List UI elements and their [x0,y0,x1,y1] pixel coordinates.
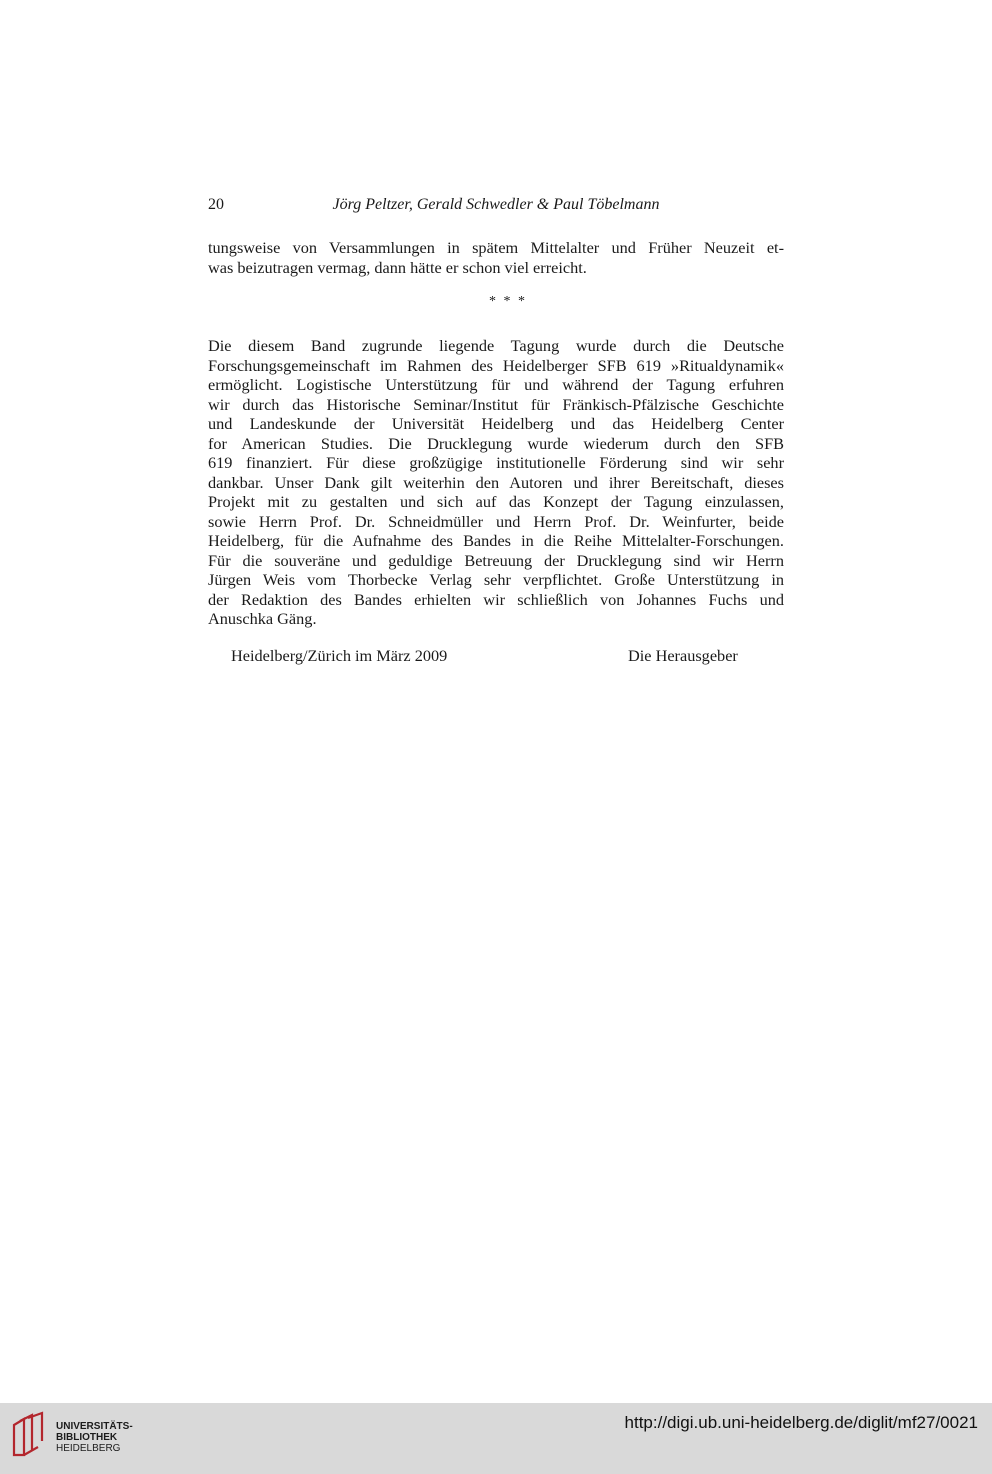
page-number: 20 [208,196,224,213]
text-line: for American Studies. Die Drucklegung wurde wiederum durch den SFB [208,433,784,453]
text-line: und Landeskunde der Universität Heidelberg und das Heidelberg Center [208,414,784,433]
acknowledgement-paragraph [208,336,784,629]
text-line: dankbar. Unser Dank gilt weiterhin den Autoren und ihrer Bereitschaft, dieses [208,472,784,492]
logo-line-heidelberg: HEIDELBERG [56,1443,121,1454]
text-line: Projekt mit zu gestalten und sich auf das Konzept der Tagung einzulassen, [208,492,784,511]
text-line: Heidelberg, für die Aufnahme des Bandes in die Reihe Mittelalter-Forschungen. [208,531,784,550]
text-line: Die diesem Band zugrunde liegende Tagung wurde durch die Deutsche [208,336,784,355]
library-logo-text [56,1421,133,1454]
library-logo[interactable] [8,1411,138,1461]
logo-line-universitaets: UNIVERSITÄTS- [56,1421,133,1432]
running-head: Jörg Peltzer, Gerald Schwedler & Paul Töbelmann [332,196,660,213]
library-logo-icon [8,1411,50,1461]
footer-bar [0,1403,992,1474]
text-line: der Redaktion des Bandes erhielten wir schließlich von Johannes Fuchs und [208,589,784,609]
continuation-paragraph [208,238,784,277]
page-header [208,196,784,218]
text-line: tungsweise von Versammlungen in spätem Mittelalter und Früher Neuzeit et- [208,238,784,257]
signature: Die Herausgeber [628,646,738,665]
text-line: Für die souveräne und geduldige Betreuung der Drucklegung sind wir Herrn [208,550,784,570]
text-line: sowie Herrn Prof. Dr. Schneidmüller und Herrn Prof. Dr. Weinfurter, beide [208,511,784,531]
text-line: Jürgen Weis vom Thorbecke Verlag sehr verpflichtet. Große Unterstützung in [208,570,784,589]
text-line: wir durch das Historische Seminar/Institut für Fränkisch-Pfälzische Geschichte [208,394,784,414]
text-line: Anuschka Gäng. [208,609,317,628]
place-date: Heidelberg/Zürich im März 2009 [231,646,448,665]
logo-line-bibliothek: BIBLIOTHEK [56,1432,118,1443]
text-line: Forschungsgemeinschaft im Rahmen des Heidelberger SFB 619 »Ritualdynamik« [208,355,784,375]
text-line: ermöglicht. Logistische Unterstützung für und während der Tagung erfuhren [208,375,784,394]
permalink-url[interactable]: http://digi.ub.uni-heidelberg.de/diglit/mf27/0021 [624,1413,978,1432]
text-line: was beizutragen vermag, dann hätte er schon viel erreicht. [208,257,587,277]
section-separator: * * * [489,294,527,309]
text-line: 619 finanziert. Für diese großzügige institutionelle Förderung sind wir sehr [208,453,784,472]
